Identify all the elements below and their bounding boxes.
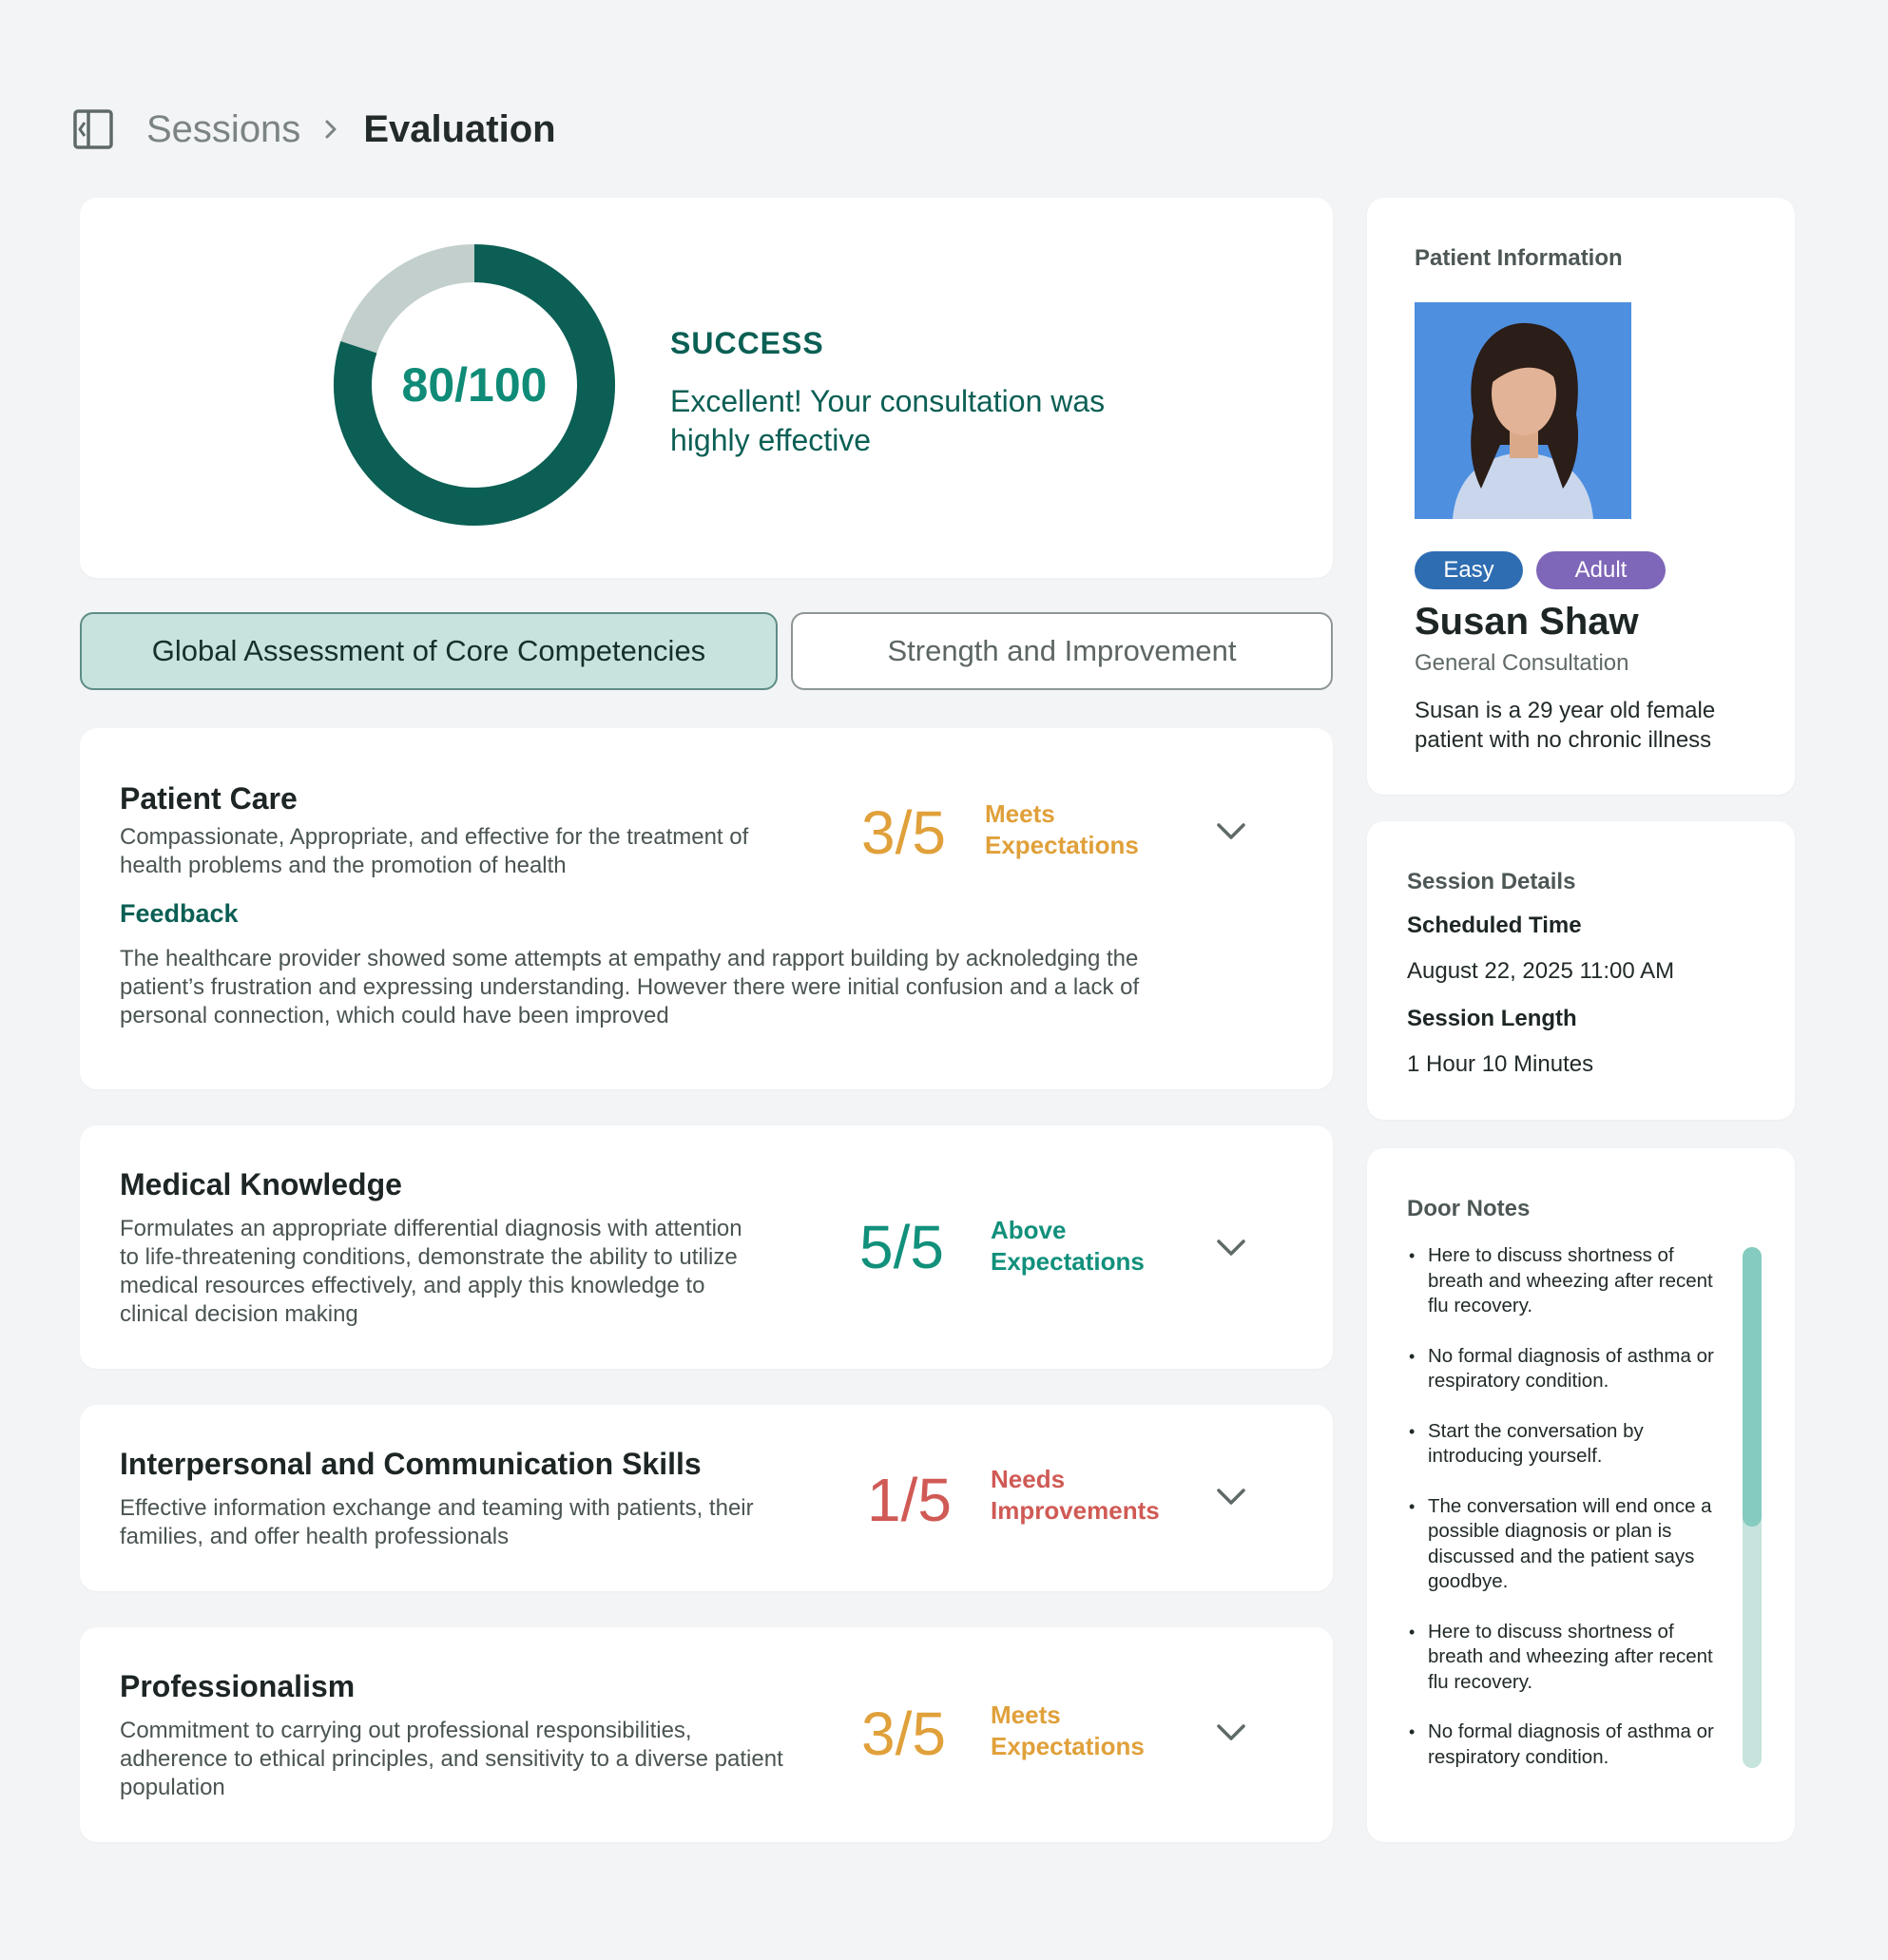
- competency-card-medical-knowledge: [80, 1125, 1333, 1369]
- difficulty-badge: Easy: [1415, 551, 1523, 589]
- chevron-down-icon[interactable]: [1215, 1238, 1247, 1259]
- session-details-heading: Session Details: [1407, 869, 1576, 894]
- page-title: Evaluation: [363, 107, 556, 150]
- tab-strength-improvement[interactable]: Strength and Improvement: [791, 612, 1333, 690]
- scheduled-time-label: Scheduled Time: [1407, 913, 1582, 938]
- competency-rating: Meets Expectations: [991, 1701, 1145, 1760]
- patient-summary: Susan is a 29 year old female patient with no chronic illness: [1415, 698, 1716, 753]
- breadcrumb-sessions-link[interactable]: Sessions: [146, 107, 301, 150]
- chevron-down-icon[interactable]: [1215, 821, 1247, 842]
- age-group-badge: Adult: [1536, 551, 1666, 589]
- session-length-value: 1 Hour 10 Minutes: [1407, 1051, 1594, 1077]
- door-notes-list: [1407, 1243, 1721, 1770]
- breadcrumb: [72, 106, 556, 152]
- competency-card-patient-care: [80, 728, 1333, 1089]
- door-note-item: • Start the conversation by introducing yourself.: [1407, 1419, 1721, 1470]
- competency-title: Interpersonal and Communication Skills: [120, 1447, 702, 1481]
- competency-score: 3/5: [861, 1700, 946, 1768]
- competency-card-professionalism: [80, 1627, 1333, 1842]
- scheduled-time-value: August 22, 2025 11:00 AM: [1407, 958, 1675, 984]
- door-notes-scroll-area[interactable]: [1407, 1243, 1721, 1768]
- result-status: SUCCESS: [670, 326, 824, 360]
- result-message: Excellent! Your consultation was highly effective: [670, 384, 1106, 457]
- competency-description: Formulates an appropriate differential diagnosis with attention to life-threatening conditions, demonstrate the ability to utilize medical resources effectively, and apply this knowledge to clinical decision making: [120, 1216, 742, 1327]
- competency-title: Medical Knowledge: [120, 1167, 402, 1201]
- competency-score: 5/5: [859, 1213, 944, 1281]
- door-notes-card: [1367, 1148, 1795, 1842]
- door-note-item: • Here to discuss shortness of breath and wheezing after recent flu recovery.: [1407, 1243, 1721, 1319]
- patient-name: Susan Shaw: [1415, 601, 1639, 643]
- competency-description: Effective information exchange and teaming with patients, their families, and offer health professionals: [120, 1495, 754, 1549]
- chevron-down-icon[interactable]: [1215, 1722, 1247, 1743]
- competency-score: 3/5: [861, 798, 946, 867]
- door-note-item: • The conversation will end once a possible diagnosis or plan is discussed and the patient says goodbye.: [1407, 1494, 1721, 1595]
- competency-score: 1/5: [867, 1466, 952, 1534]
- sidebar-collapse-icon[interactable]: [72, 108, 114, 150]
- patient-info-heading: Patient Information: [1415, 245, 1623, 271]
- competency-description: Commitment to carrying out professional responsibilities, adherence to ethical principles, and sensitivity to a diverse patient population: [120, 1718, 783, 1800]
- door-note-item: • Here to discuss shortness of breath and wheezing after recent flu recovery.: [1407, 1620, 1721, 1696]
- score-value: 80/100: [401, 358, 548, 412]
- feedback-text: The healthcare provider showed some attempts at empathy and rapport building by acknoledging the patient’s frustration and expressing understanding. However there were initial confusion and a lack of personal connection, which could have been improved: [120, 946, 1140, 1028]
- door-notes-heading: Door Notes: [1407, 1196, 1531, 1221]
- door-note-item: • No formal diagnosis of asthma or respiratory condition.: [1407, 1344, 1721, 1394]
- competency-title: Patient Care: [120, 781, 298, 816]
- competency-card-communication: [80, 1405, 1333, 1591]
- patient-information-card: [1367, 198, 1795, 795]
- competency-description: Compassionate, Appropriate, and effective for the treatment of health problems and the promotion of health: [120, 824, 749, 878]
- score-card: [80, 198, 1333, 578]
- tab-global-assessment[interactable]: Global Assessment of Core Competencies: [80, 612, 778, 690]
- competency-rating: Meets Expectations: [985, 799, 1139, 859]
- competency-rating: Above Expectations: [991, 1216, 1145, 1276]
- feedback-heading: Feedback: [120, 899, 239, 928]
- session-details-card: [1367, 821, 1795, 1120]
- session-length-label: Session Length: [1407, 1006, 1577, 1031]
- chevron-down-icon[interactable]: [1215, 1487, 1247, 1508]
- chevron-right-icon: [319, 118, 342, 141]
- door-note-item: • No formal diagnosis of asthma or respiratory condition.: [1407, 1720, 1721, 1770]
- competency-title: Professionalism: [120, 1669, 356, 1703]
- scrollbar-thumb[interactable]: [1743, 1247, 1762, 1527]
- door-notes-scrollbar[interactable]: [1743, 1247, 1762, 1768]
- consultation-type: General Consultation: [1415, 650, 1629, 676]
- competency-rating: Needs Improvements: [991, 1465, 1160, 1525]
- avatar: [1415, 302, 1631, 519]
